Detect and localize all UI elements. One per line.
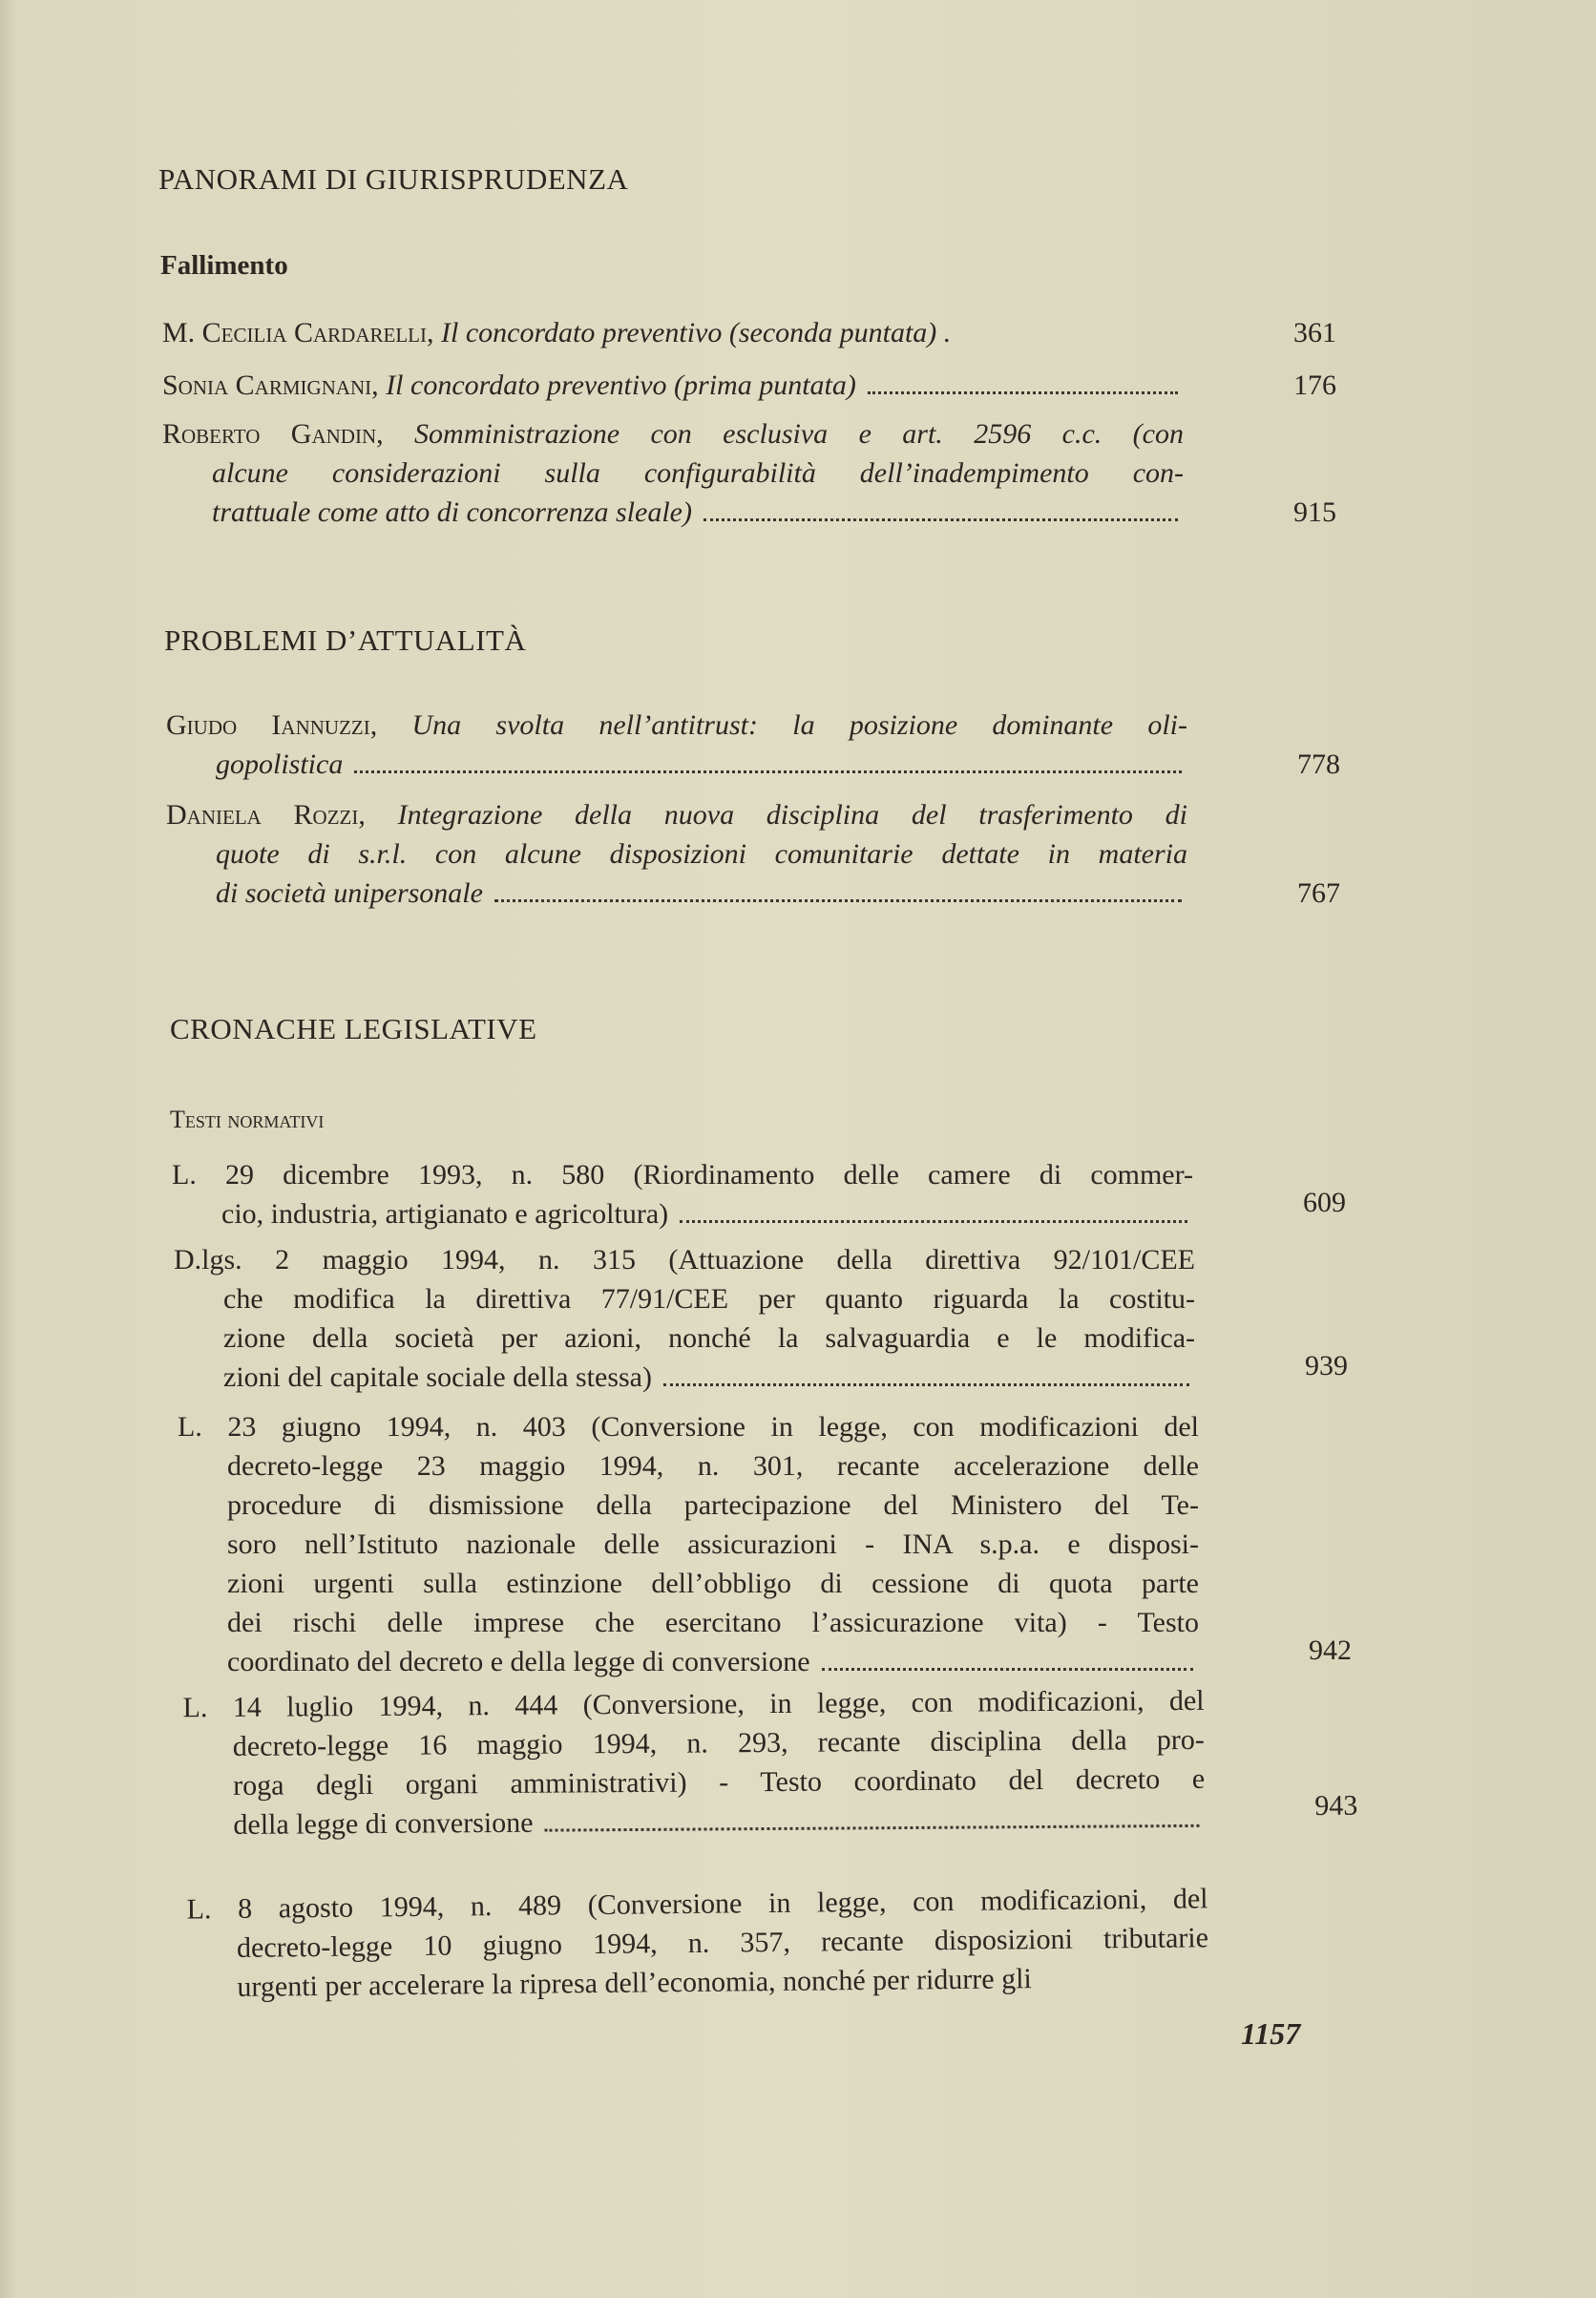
dot-leader — [663, 1383, 1189, 1386]
entry-line — [178, 1446, 1199, 1486]
dot-leader — [704, 518, 1178, 521]
toc-entry — [178, 1407, 1352, 1681]
entry-line — [178, 1642, 1199, 1681]
toc-entry — [166, 706, 1340, 784]
dot-leader — [545, 1824, 1200, 1832]
entry-text: Una svolta nell’antitrust: la posizione dominante oli- — [411, 709, 1187, 741]
entry-line — [166, 874, 1187, 913]
entry-text: cio, industria, artigianato e agricoltura) — [221, 1198, 669, 1230]
entry-text: L. 8 agosto 1994, n. 489 (Conversione in legge, con modificazioni, del — [186, 1883, 1208, 1926]
entry-text: zioni del capitale sociale della stessa) — [223, 1361, 652, 1393]
entry-line — [174, 1240, 1195, 1279]
entry-page-number: 943 — [1314, 1789, 1358, 1823]
entry-line — [162, 414, 1184, 453]
entry-text: decreto-legge 23 maggio 1994, n. 301, recante accelerazione delle — [227, 1450, 1199, 1482]
entry-author: Roberto Gandin, — [162, 418, 384, 450]
toc-entry — [186, 1878, 1361, 2008]
entry-text: decreto-legge 10 giugno 1994, n. 357, recante disposizioni tributarie — [236, 1922, 1209, 1964]
entry-text: L. 23 giugno 1994, n. 403 (Conversione in legge, con modificazioni del — [178, 1411, 1199, 1443]
entry-page-number: 767 — [1297, 877, 1340, 909]
entry-author: Daniela Rozzi, — [166, 799, 366, 831]
entry-line — [178, 1407, 1199, 1446]
dot-leader — [494, 899, 1182, 902]
entry-text: che modifica la direttiva 77/91/CEE per quanto riguarda la costitu- — [223, 1283, 1195, 1315]
entry-text: coordinato del decreto e della legge di conversione — [227, 1646, 810, 1677]
entry-text: soro nell’Istituto nazionale delle assicurazioni - INA s.p.a. e disposi- — [227, 1528, 1199, 1560]
entry-page-number: 778 — [1297, 748, 1340, 780]
entry-line — [174, 1318, 1195, 1358]
entry-text: procedure di dismissione della partecipazione del Ministero del Te- — [227, 1489, 1199, 1521]
entry-text: L. 29 dicembre 1993, n. 580 (Riordinamento delle camere di commer- — [172, 1159, 1193, 1191]
entry-line — [166, 834, 1187, 874]
dot-leader — [354, 770, 1182, 773]
entry-line — [166, 745, 1187, 784]
entry-text: trattuale come atto di concorrenza sleale) — [212, 496, 692, 528]
entry-line — [162, 313, 1184, 352]
entry-text: Il concordato preventivo (seconda puntata) . — [441, 317, 952, 348]
entry-line — [162, 453, 1184, 493]
entry-text: zioni urgenti sulla estinzione dell’obbligo di cessione di quota parte — [227, 1568, 1199, 1599]
entry-text: decreto-legge 16 maggio 1994, n. 293, recante disciplina della pro- — [232, 1723, 1205, 1762]
page-number: 1157 — [1241, 2016, 1301, 2051]
toc-entry — [162, 414, 1336, 532]
entry-text: D.lgs. 2 maggio 1994, n. 315 (Attuazione della direttiva 92/101/CEE — [174, 1244, 1195, 1275]
entry-line — [172, 1194, 1193, 1233]
toc-entry — [162, 366, 1336, 405]
entry-text: della legge di conversione — [233, 1806, 534, 1841]
toc-entry — [166, 795, 1340, 913]
entry-text: Somministrazione con esclusiva e art. 2596 c.c. (con — [414, 418, 1184, 450]
toc-entry — [162, 313, 1336, 352]
entry-page-number: 176 — [1293, 369, 1336, 401]
entry-line — [178, 1486, 1199, 1525]
entry-line — [162, 493, 1184, 532]
entry-page-number: 942 — [1309, 1634, 1352, 1666]
entry-line — [174, 1279, 1195, 1318]
entry-page-number: 361 — [1293, 317, 1336, 348]
toc-entry — [174, 1240, 1348, 1397]
entry-line — [166, 706, 1187, 745]
entry-page-number: 609 — [1303, 1187, 1346, 1218]
entry-text: urgenti per accelerare la ripresa dell’economia, nonché per ridurre gli — [237, 1963, 1032, 2003]
section-title-panorami: PANORAMI DI GIURISPRUDENZA — [158, 162, 629, 196]
toc-entry — [172, 1155, 1346, 1233]
entry-text: dei rischi delle imprese che esercitano l’assicurazione vita) - Testo — [227, 1607, 1199, 1638]
entry-text: gopolistica — [216, 748, 344, 780]
entry-line — [183, 1760, 1205, 1805]
entry-page-number: 915 — [1293, 496, 1336, 528]
entry-text: quote di s.r.l. con alcune disposizioni comunitarie dettate in materia — [216, 838, 1187, 870]
entry-text: roga degli organi amministrativi) - Testo coordinato del decreto e — [233, 1762, 1206, 1802]
entry-line — [166, 795, 1187, 834]
entry-line — [178, 1564, 1199, 1603]
entry-line — [178, 1525, 1199, 1564]
entry-line — [172, 1155, 1193, 1194]
entry-line — [162, 366, 1184, 405]
section-title-problemi: PROBLEMI D’ATTUALITÀ — [164, 623, 527, 657]
entry-text: zione della società per azioni, nonché la salvaguardia e le modifica- — [223, 1322, 1195, 1354]
entry-author: Sonia Carmignani, — [162, 369, 379, 401]
subsection-fallimento: Fallimento — [160, 250, 288, 281]
entry-line — [174, 1358, 1195, 1397]
dot-leader — [868, 391, 1178, 394]
entry-author: M. Cecilia Cardarelli, — [162, 317, 434, 348]
toc-entry — [182, 1680, 1357, 1845]
entry-text: Il concordato preventivo (prima puntata) — [386, 369, 856, 401]
subsection-testi-normativi: Testi normativi — [170, 1106, 325, 1133]
entry-author: Giudo Iannuzzi, — [166, 709, 378, 741]
entry-text: L. 14 luglio 1994, n. 444 (Conversione, in legge, con modificazioni, del — [182, 1684, 1205, 1724]
entry-page-number: 939 — [1305, 1350, 1348, 1381]
entry-line — [178, 1603, 1199, 1642]
dot-leader — [680, 1220, 1187, 1223]
dot-leader — [822, 1668, 1193, 1671]
section-title-cronache: CRONACHE LEGISLATIVE — [170, 1012, 537, 1045]
entry-text: di società unipersonale — [216, 877, 483, 909]
entry-line — [183, 1799, 1205, 1845]
entry-text: alcune considerazioni sulla configurabilità dell’inadempimento con- — [212, 457, 1184, 489]
entry-text: Integrazione della nuova disciplina del trasferimento di — [397, 799, 1187, 831]
